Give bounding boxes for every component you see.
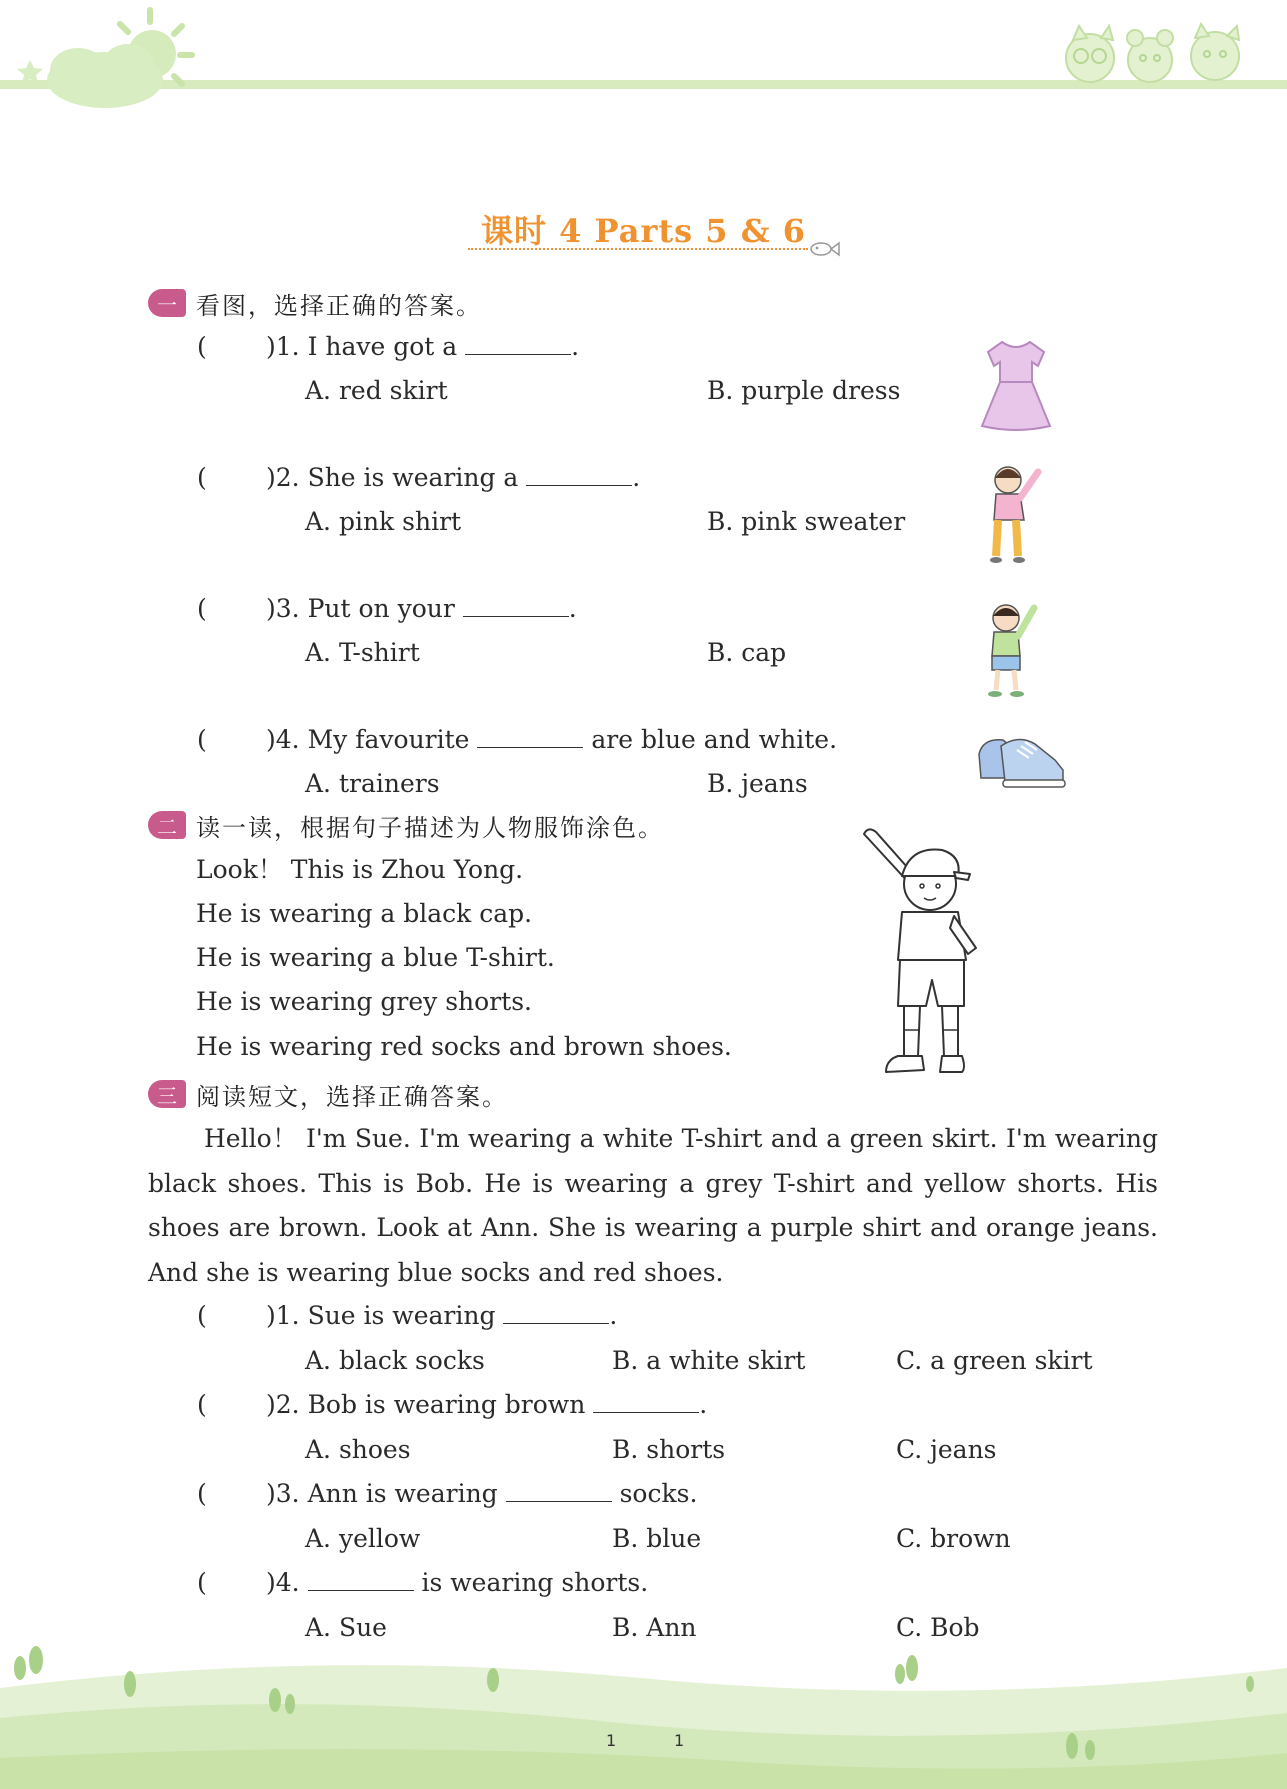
page-number-left: 1: [606, 1731, 617, 1750]
section-3-header: [148, 1077, 508, 1111]
s1-q1-num: )1.: [266, 332, 300, 361]
s2-line-1: Look！ This is Zhou Yong.: [196, 855, 524, 884]
sun-cloud-decoration: [0, 0, 210, 115]
s1-q1-option-a: A. red skirt: [305, 376, 448, 405]
s1-q4-option-b: B. jeans: [707, 769, 808, 798]
s1-q4-text: [266, 723, 837, 757]
s3-q2-text: [266, 1388, 707, 1422]
s3-q3-text: [266, 1477, 697, 1511]
boy-in-tshirt-icon: [984, 594, 1048, 702]
s1-q2-post: .: [632, 463, 641, 492]
s1-q1-pre: I have got a: [307, 332, 458, 361]
s1-q2-option-a: A. pink shirt: [305, 507, 462, 536]
s1-q2-option-b: B. pink sweater: [707, 507, 906, 536]
s2-line-3: He is wearing a blue T-shirt.: [196, 943, 555, 972]
s3-q1-paren: (: [197, 1301, 207, 1330]
answer-blank[interactable]: [308, 1568, 414, 1591]
s2-line-5: He is wearing red socks and brown shoes.: [196, 1032, 732, 1061]
s2-line-4: He is wearing grey shorts.: [196, 987, 532, 1016]
s3-q4-paren: (: [197, 1568, 207, 1597]
s3-q4-post: is wearing shorts.: [421, 1568, 649, 1597]
s3-q2-pre: Bob is wearing brown: [307, 1390, 586, 1419]
s3-q1-option-a: A. black socks: [305, 1346, 485, 1375]
answer-blank[interactable]: [477, 725, 583, 748]
s3-q2-post: .: [699, 1390, 708, 1419]
s1-q2-pre: She is wearing a: [307, 463, 519, 492]
s3-q1-option-c: C. a green skirt: [896, 1346, 1093, 1375]
s3-q2-option-a: A. shoes: [305, 1435, 411, 1464]
s1-q3-text: [266, 592, 577, 626]
s3-q3-post: socks.: [619, 1479, 698, 1508]
answer-blank[interactable]: [503, 1301, 609, 1324]
s3-q4-option-b: B. Ann: [612, 1613, 697, 1642]
s1-q1-post: .: [571, 332, 580, 361]
answer-blank[interactable]: [593, 1390, 699, 1413]
dress-icon: [978, 338, 1054, 432]
s1-q3-post: .: [568, 594, 577, 623]
baseball-boy-coloring-image[interactable]: [858, 820, 998, 1085]
s1-q4-post: are blue and white.: [591, 725, 838, 754]
s1-q3-option-a: A. T-shirt: [305, 638, 420, 667]
s3-q1-option-b: B. a white skirt: [612, 1346, 806, 1375]
section-1-badge: 一: [148, 289, 186, 317]
section-1-heading: 看图，选择正确的答案。: [196, 291, 482, 320]
page-title: 课时 4 Parts 5 & 6: [481, 212, 806, 250]
s3-q4-text: [266, 1566, 648, 1600]
s3-q2-option-c: C. jeans: [896, 1435, 997, 1464]
s3-q1-post: .: [609, 1301, 618, 1330]
s3-q1-pre: Sue is wearing: [307, 1301, 496, 1330]
s1-q2-text: [266, 461, 640, 495]
s1-q3-num: )3.: [266, 594, 300, 623]
s1-q4-num: )4.: [266, 725, 300, 754]
s3-q3-option-c: C. brown: [896, 1524, 1011, 1553]
s1-q2-paren: (: [197, 463, 207, 492]
fish-icon: [808, 238, 842, 260]
page-number-right: 1: [674, 1731, 685, 1750]
answer-blank[interactable]: [465, 332, 571, 355]
animal-faces-decoration: [1055, 18, 1255, 88]
s1-q4-pre: My favourite: [307, 725, 470, 754]
answer-blank[interactable]: [506, 1479, 612, 1502]
footer-hills-decoration: [0, 1628, 1287, 1789]
s3-q4-option-a: A. Sue: [305, 1613, 387, 1642]
s3-q1-text: [266, 1299, 617, 1333]
s1-q4-paren: (: [197, 725, 207, 754]
answer-blank[interactable]: [526, 463, 632, 486]
title-underline: [468, 248, 808, 250]
s3-q2-option-b: B. shorts: [612, 1435, 726, 1464]
s3-q3-paren: (: [197, 1479, 207, 1508]
section-2-heading: 读一读，根据句子描述为人物服饰涂色。: [196, 813, 664, 842]
girl-in-sweater-icon: [982, 458, 1052, 568]
s3-q1-num: )1.: [266, 1301, 300, 1330]
s1-q4-option-a: A. trainers: [305, 769, 440, 798]
s3-q3-pre: Ann is wearing: [307, 1479, 498, 1508]
section-3-heading: 阅读短文，选择正确答案。: [196, 1082, 508, 1111]
section-2-badge: 二: [148, 811, 186, 839]
answer-blank[interactable]: [463, 594, 569, 617]
s1-q1-option-b: B. purple dress: [707, 376, 901, 405]
s1-q1-paren: (: [197, 332, 207, 361]
s1-q3-option-b: B. cap: [707, 638, 787, 667]
s3-q4-option-c: C. Bob: [896, 1613, 980, 1642]
section-1-header: [148, 286, 482, 320]
s3-q2-paren: (: [197, 1390, 207, 1419]
s3-q4-num: )4.: [266, 1568, 300, 1597]
s1-q2-num: )2.: [266, 463, 300, 492]
reading-passage: Hello！ I'm Sue. I'm wearing a white T-shirt and a green skirt. I'm wearing black shoes. This is Bob. He is wearing a grey T-shirt and yellow shorts. His shoes are brown. Look at Ann. She is wearing a purple shirt and orange jeans. And she is wearing blue socks and red shoes.: [148, 1124, 1158, 1287]
s1-q1-text: [266, 330, 579, 364]
s3-q3-option-b: B. blue: [612, 1524, 702, 1553]
s3-q3-option-a: A. yellow: [305, 1524, 421, 1553]
s1-q3-paren: (: [197, 594, 207, 623]
s3-q3-num: )3.: [266, 1479, 300, 1508]
s2-line-2: He is wearing a black cap.: [196, 899, 533, 928]
section-2-header: [148, 808, 664, 842]
s3-q2-num: )2.: [266, 1390, 300, 1419]
section-3-badge: 三: [148, 1080, 186, 1108]
trainers-icon: [973, 724, 1069, 792]
s1-q3-pre: Put on your: [307, 594, 455, 623]
